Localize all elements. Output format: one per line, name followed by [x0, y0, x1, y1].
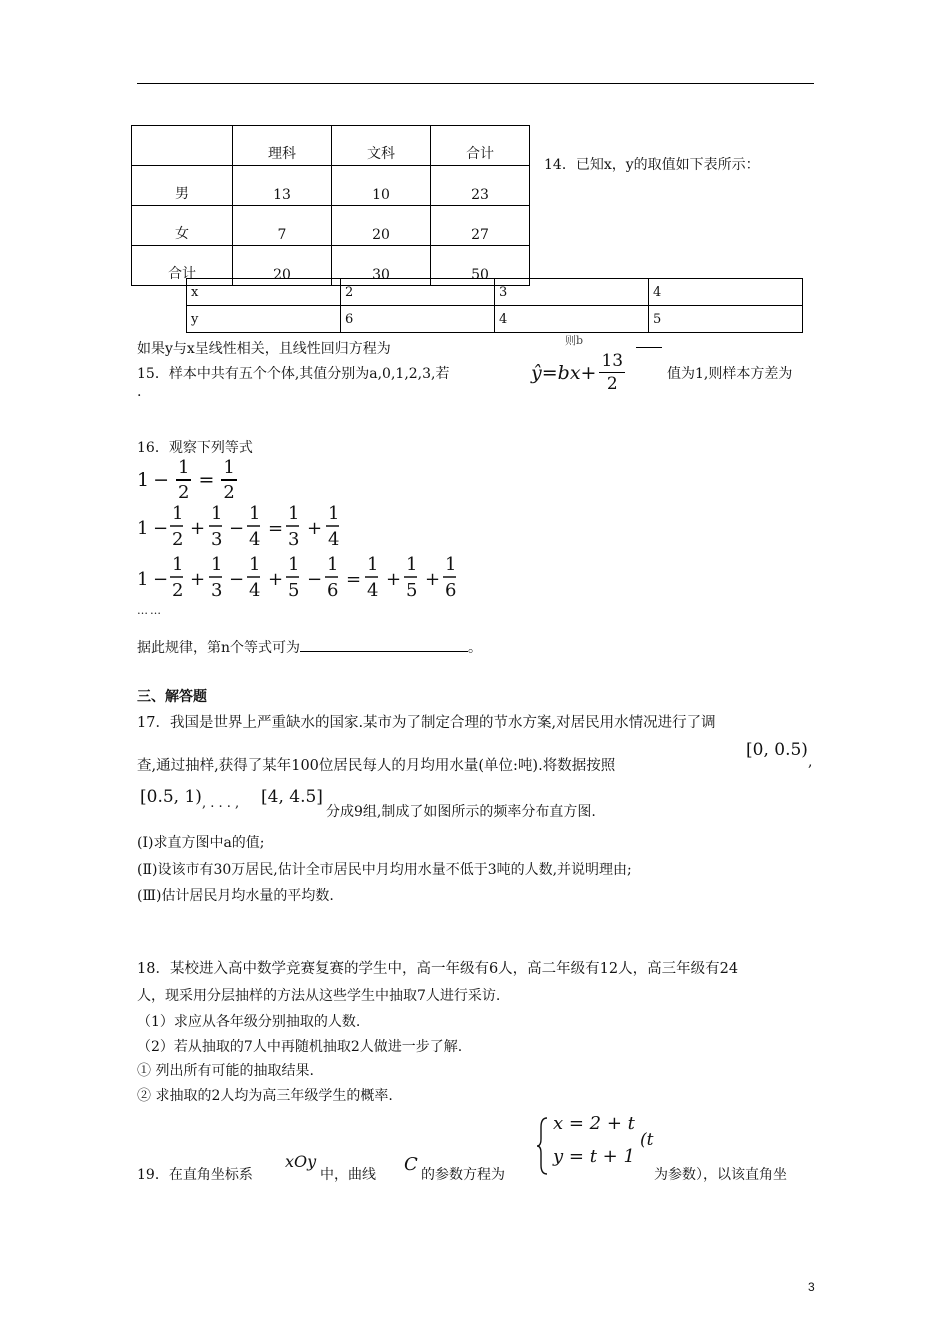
equation-1	[137, 459, 240, 502]
svg-text:1: 1	[249, 554, 261, 575]
eq-op: =	[198, 469, 215, 492]
svg-text:1: 1	[288, 554, 300, 575]
q16-dots: ……	[137, 604, 163, 617]
svg-text:1: 1	[172, 503, 184, 524]
q18-sub2b: ② 求抽取的2人均为高三年级学生的概率.	[137, 1088, 393, 1104]
svg-text:1: 1	[445, 554, 457, 575]
table-cell: 合计	[132, 246, 233, 286]
svg-text:4: 4	[328, 529, 340, 550]
svg-text:−: −	[229, 518, 245, 539]
table-cell: 13	[233, 166, 332, 206]
fraction	[221, 459, 236, 502]
table-cell: 4	[495, 306, 649, 333]
table-cell: 20	[332, 206, 431, 246]
q18-line2: 人，现采用分层抽样的方法从这些学生中抽取7人进行采访.	[137, 988, 501, 1004]
svg-text:3: 3	[211, 529, 223, 550]
q17-line2: 查,通过抽样,获得了某年100位居民每人的月均用水量(单位:吨).将数据按照	[137, 758, 616, 774]
table-cell: 4	[649, 279, 803, 306]
regression-formula	[531, 349, 632, 397]
svg-text:+: +	[386, 569, 402, 590]
eq-op: −	[153, 469, 170, 492]
q15-text-start: 15．样本中共有五个个体,其值分别为a,0,1,2,3,若	[137, 366, 450, 382]
table-row	[187, 279, 803, 306]
table-cell: 理科	[233, 126, 332, 166]
q18-line1: 18．某校进入高中数学竞赛复赛的学生中，高一年级有6人，高二年级有12人，高三年级有24	[137, 961, 739, 977]
header-rule	[137, 83, 814, 84]
svg-text:−: −	[153, 569, 169, 590]
svg-text:6: 6	[327, 580, 339, 601]
svg-text:+: +	[268, 569, 284, 590]
q16-title: 16．观察下列等式	[137, 440, 253, 456]
eq-term: 1	[137, 469, 150, 492]
svg-text:4: 4	[367, 580, 379, 601]
svg-text:−: −	[307, 569, 323, 590]
table-cell: 5	[649, 306, 803, 333]
svg-text:1: 1	[367, 554, 379, 575]
svg-text:3: 3	[288, 529, 300, 550]
svg-text:+: +	[190, 569, 206, 590]
svg-text:−: −	[153, 518, 169, 539]
svg-text:1: 1	[172, 554, 184, 575]
table-cell: x	[187, 279, 341, 306]
svg-text:+: +	[307, 518, 323, 539]
svg-text:3: 3	[211, 580, 223, 601]
q18-sub2a: ① 列出所有可能的抽取结果.	[137, 1063, 314, 1079]
q18-sub1: （1）求应从各年级分别抽取的人数.	[137, 1014, 361, 1030]
q19-text2: 中，曲线	[320, 1167, 376, 1183]
formula-text: ŷ=bx+	[531, 362, 597, 384]
svg-text:+: +	[190, 518, 206, 539]
table-cell: 男	[132, 166, 233, 206]
page-number: 3	[808, 1280, 815, 1294]
svg-text:6: 6	[445, 580, 457, 601]
q17-sub3: (Ⅲ)估计居民月均水量的平均数.	[137, 888, 334, 904]
table-cell: 女	[132, 206, 233, 246]
system-eq-1: x = 2 + t	[553, 1113, 635, 1134]
svg-text:2: 2	[172, 529, 184, 550]
equation-3	[137, 556, 482, 602]
q17-comma: ,	[808, 754, 813, 770]
svg-text:1: 1	[327, 554, 339, 575]
table-row	[132, 166, 530, 206]
q17-sub1: (Ⅰ)求直方图中a的值;	[137, 835, 265, 851]
fraction	[176, 459, 191, 502]
q16-text-end: 。	[468, 640, 483, 656]
table-cell: 3	[495, 279, 649, 306]
fraction-denominator: 2	[178, 481, 190, 503]
interval-2: [0.5, 1)	[140, 787, 202, 807]
table-row	[132, 206, 530, 246]
table-cell: 合计	[431, 126, 530, 166]
table-cell: 50	[431, 246, 530, 286]
section-heading: 三、解答题	[137, 689, 207, 705]
svg-text:4: 4	[249, 580, 261, 601]
table-cell: y	[187, 306, 341, 333]
system-eq-2: y = t + 1	[553, 1146, 635, 1167]
svg-text:1: 1	[211, 554, 223, 575]
system-brace	[536, 1115, 550, 1177]
table-cell: 27	[431, 206, 530, 246]
q19-xoy: xOy	[285, 1152, 317, 1171]
q14-text: 如果y与x呈线性相关，且线性回归方程为	[137, 341, 391, 357]
fraction	[599, 350, 625, 395]
q19-text3: 的参数方程为	[421, 1167, 505, 1183]
q16-prompt	[137, 637, 482, 657]
svg-text:1: 1	[406, 554, 418, 575]
table-cell: 2	[341, 279, 495, 306]
q17-sub2: (Ⅱ)设该市有30万居民,估计全市居民中月均用水量不低于3吨的人数,并说明理由;	[137, 862, 632, 878]
fraction-denominator: 2	[223, 481, 235, 503]
svg-text:4: 4	[249, 529, 261, 550]
svg-text:+: +	[425, 569, 441, 590]
q17-ellipsis: , . . . ,	[202, 796, 240, 811]
svg-text:=: =	[346, 569, 362, 590]
system-param: (t	[640, 1130, 654, 1150]
q15-tail: .	[137, 384, 142, 400]
xy-table	[186, 278, 803, 333]
q17-line1: 17．我国是世界上严重缺水的国家.某市为了制定合理的节水方案,对居民用水情况进行了调	[137, 715, 716, 731]
svg-text:1: 1	[137, 518, 149, 539]
fraction-denominator: 2	[606, 374, 618, 395]
table-cell: 20	[233, 246, 332, 286]
q17-line3: 分成9组,制成了如图所示的频率分布直方图.	[326, 804, 596, 820]
table-row	[187, 306, 803, 333]
svg-text:1: 1	[328, 503, 340, 524]
interval-1: [0, 0.5)	[746, 740, 808, 760]
svg-text:−: −	[229, 569, 245, 590]
q14-intro: 14．已知x，y的取值如下表所示：	[544, 157, 760, 173]
fraction-numerator: 13	[601, 350, 624, 371]
q19-text1: 19．在直角坐标系	[137, 1167, 253, 1183]
fraction-numerator: 1	[178, 457, 190, 478]
equation-2	[137, 505, 347, 551]
interval-3: [4, 4.5]	[261, 787, 323, 807]
answer-blank-line	[636, 347, 662, 348]
q15-text-end: 值为1,则样本方差为	[667, 366, 793, 382]
table-cell: 文科	[332, 126, 431, 166]
table-cell: 23	[431, 166, 530, 206]
svg-text:5: 5	[288, 580, 300, 601]
svg-text:2: 2	[172, 580, 184, 601]
table-cell: 30	[332, 246, 431, 286]
q19-curve-c: C	[404, 1154, 418, 1175]
table-cell	[132, 126, 233, 166]
svg-text:1: 1	[211, 503, 223, 524]
table-cell: 7	[233, 206, 332, 246]
answer-blank	[300, 637, 468, 652]
table-cell: 10	[332, 166, 431, 206]
fraction-numerator: 1	[223, 457, 235, 478]
svg-text:=: =	[268, 518, 284, 539]
q19-text4: 为参数），以该直角坐	[654, 1167, 787, 1183]
svg-text:1: 1	[137, 569, 149, 590]
q14-overflow: 则b	[565, 334, 584, 347]
svg-text:1: 1	[288, 503, 300, 524]
table-row	[132, 126, 530, 166]
table-cell: 6	[341, 306, 495, 333]
contingency-table	[131, 125, 530, 286]
svg-text:1: 1	[249, 503, 261, 524]
q18-sub2: （2）若从抽取的7人中再随机抽取2人做进一步了解.	[137, 1039, 463, 1055]
q16-text: 据此规律，第n个等式可为	[137, 640, 301, 656]
svg-text:5: 5	[406, 580, 418, 601]
